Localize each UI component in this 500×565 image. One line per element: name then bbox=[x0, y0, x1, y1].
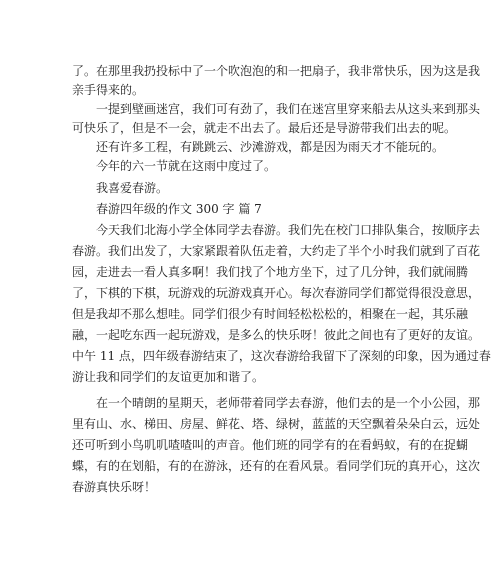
text-line: 园，走进去一看人真多啊！我们找了个地方坐下，过了几分钟，我们就闹腾 bbox=[72, 265, 469, 279]
section-heading: 春游四年级的作文 300 字 篇 7 bbox=[96, 202, 262, 216]
text-line: 了，下棋的下棋，玩游戏的玩游戏真开心。每次春游同学们都觉得很没意思， bbox=[72, 286, 481, 300]
text-line: 春游真快乐呀！ bbox=[72, 480, 157, 494]
text-line: 还可听到小鸟叽叽喳喳叫的声音。他们班的同学有的在看蚂蚁，有的在捉蝴 bbox=[72, 438, 469, 452]
text-line: 中午 11 点，四年级春游结束了，这次春游给我留下了深刻的印象，因为通过春 bbox=[72, 349, 491, 363]
text-line: 蝶，有的在划船，有的在游泳，还有的在看风景。看同学们玩的真开心，这次 bbox=[72, 459, 481, 473]
text-line: 里有山、水、梯田、房屋、鲜花、塔、绿树，蓝蓝的天空飘着朵朵白云，远处 bbox=[72, 417, 481, 431]
text-line: 在一个晴朗的星期天，老师带着同学去春游，他们去的是一个小公园，那 bbox=[96, 396, 481, 410]
text-line: 但是我却不那么想哇。同学们很少有时间轻松松松的，相聚在一起，其乐融 bbox=[72, 307, 469, 321]
text-line: 融，一起吃东西一起玩游戏，是多么的快乐呀！彼此之间也有了更好的友谊。 bbox=[72, 328, 481, 342]
text-line: 还有许多工程，有跳跳云、沙滩游戏，都是因为雨天才不能玩的。 bbox=[96, 140, 445, 154]
text-line: 我喜爱春游。 bbox=[96, 181, 169, 195]
text-line: 了。在那里我扔投标中了一个吹泡泡的和一把扇子，我非常快乐，因为这是我 bbox=[72, 64, 481, 78]
text-line: 可快乐了，但是不一会，就走不出去了。最后还是导游带我们出去的呢。 bbox=[72, 121, 457, 135]
text-line: 今年的六一节就在这雨中度过了。 bbox=[96, 159, 277, 173]
text-line: 一提到壁画迷宫，我们可有劲了，我们在迷宫里穿来船去从这头来到那头 bbox=[96, 102, 481, 116]
text-line: 亲手得来的。 bbox=[72, 83, 145, 97]
text-line: 今天我们北海小学全体同学去春游。我们先在校门口排队集合，按顺序去 bbox=[96, 223, 481, 237]
text-line: 春游。我们出发了，大家紧跟着队伍走着，大约走了半个小时我们就到了百花 bbox=[72, 244, 481, 258]
text-line: 游让我和同学们的友谊更加和谐了。 bbox=[72, 370, 265, 384]
